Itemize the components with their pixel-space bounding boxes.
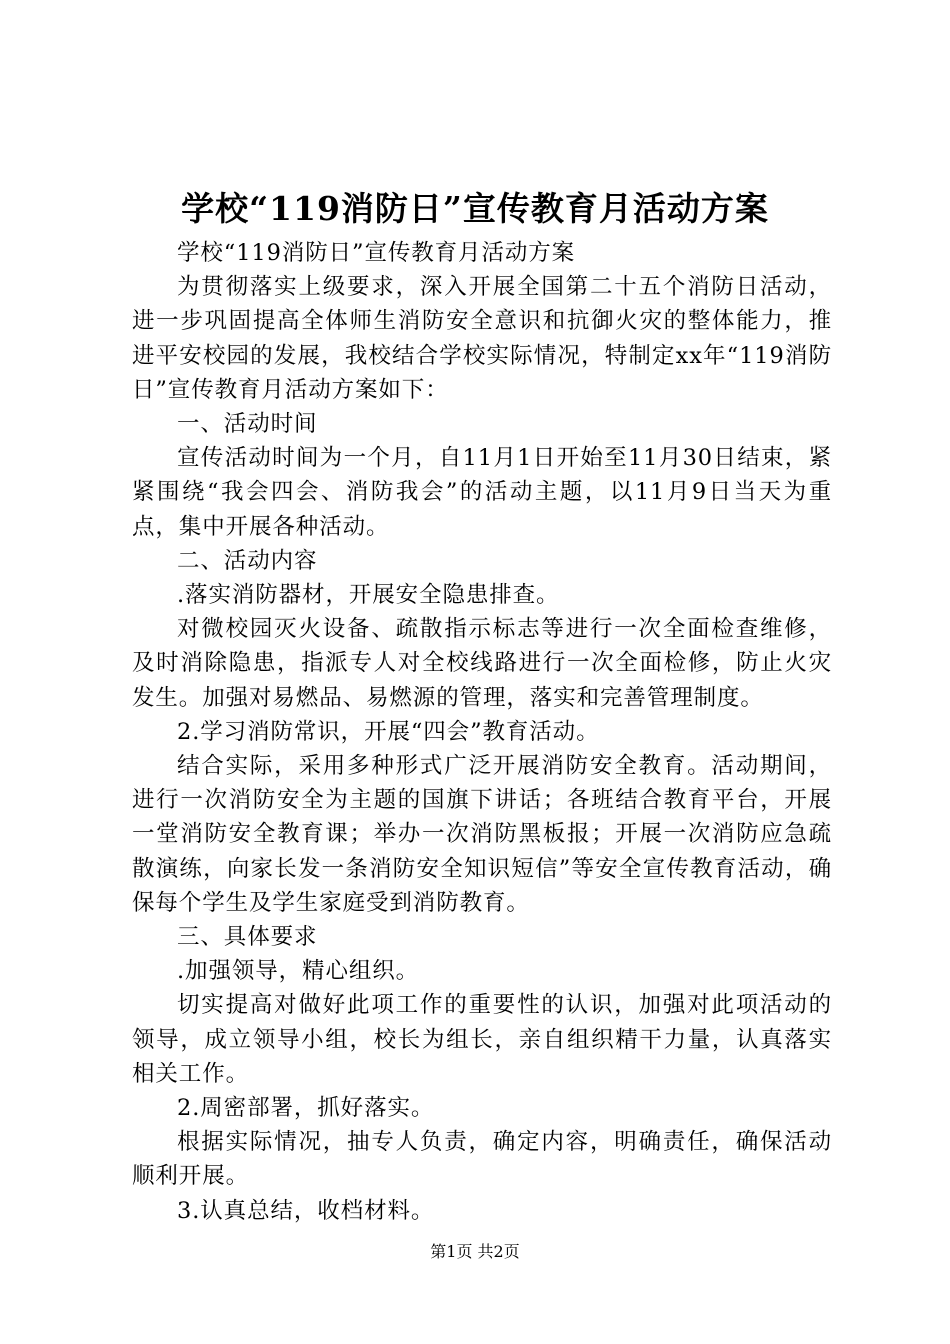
paragraph-requirement-2: 根据实际情况，抽专人负责，确定内容，明确责任，确保活动顺利开展。 bbox=[132, 1129, 832, 1190]
paragraph-time: 宣传活动时间为一个月，自11月1日开始至11月30日结束，紧紧围绕“我会四会、消防我会”的活动主题，以11月9日当天为重点，集中开展各种活动。 bbox=[132, 445, 832, 540]
document-title: 学校“119消防日”宣传教育月活动方案 bbox=[181, 189, 769, 228]
item-heading-1: .落实消防器材，开展安全隐患排查。 bbox=[177, 582, 560, 609]
document-body bbox=[132, 236, 832, 1228]
requirement-heading-3: 3.认真总结，收档材料。 bbox=[177, 1197, 435, 1224]
paragraph-requirement-1: 切实提高对做好此项工作的重要性的认识，加强对此项活动的领导，成立领导小组，校长为组长，亲自组织精干力量，认真落实相关工作。 bbox=[132, 992, 832, 1087]
section-heading-requirements: 三、具体要求 bbox=[177, 924, 318, 951]
paragraph-item-1: 对微校园灭火设备、疏散指示标志等进行一次全面检查维修，及时消除隐患，指派专人对全校线路进行一次全面检修，防止火灾发生。加强对易燃品、易燃源的管理，落实和完善管理制度。 bbox=[132, 616, 832, 711]
page-footer: 第1页 共2页 bbox=[430, 1242, 520, 1261]
paragraph-item-2: 结合实际，采用多种形式广泛开展消防安全教育。活动期间，进行一次消防安全为主题的国旗下讲话；各班结合教育平台，开展一堂消防安全教育课；举办一次消防黑板报；开展一次消防应急疏散演练，向家长发一条消防安全知识短信”等安全宣传教育活动，确保每个学生及学生家庭受到消防教育。 bbox=[132, 753, 832, 916]
paragraph-intro: 为贯彻落实上级要求，深入开展全国第二十五个消防日活动，进一步巩固提高全体师生消防安全意识和抗御火灾的整体能力，推进平安校园的发展，我校结合学校实际情况，特制定xx年“119消防日”宣传教育月活动方案如下： bbox=[132, 274, 832, 403]
section-heading-content: 二、活动内容 bbox=[177, 547, 318, 574]
document-subtitle: 学校“119消防日”宣传教育月活动方案 bbox=[177, 240, 576, 266]
section-heading-time: 一、活动时间 bbox=[177, 411, 318, 438]
item-heading-2: 2.学习消防常识，开展“四会”教育活动。 bbox=[177, 718, 600, 745]
requirement-heading-1: .加强领导，精心组织。 bbox=[177, 958, 420, 985]
requirement-heading-2: 2.周密部署，抓好落实。 bbox=[177, 1095, 435, 1122]
